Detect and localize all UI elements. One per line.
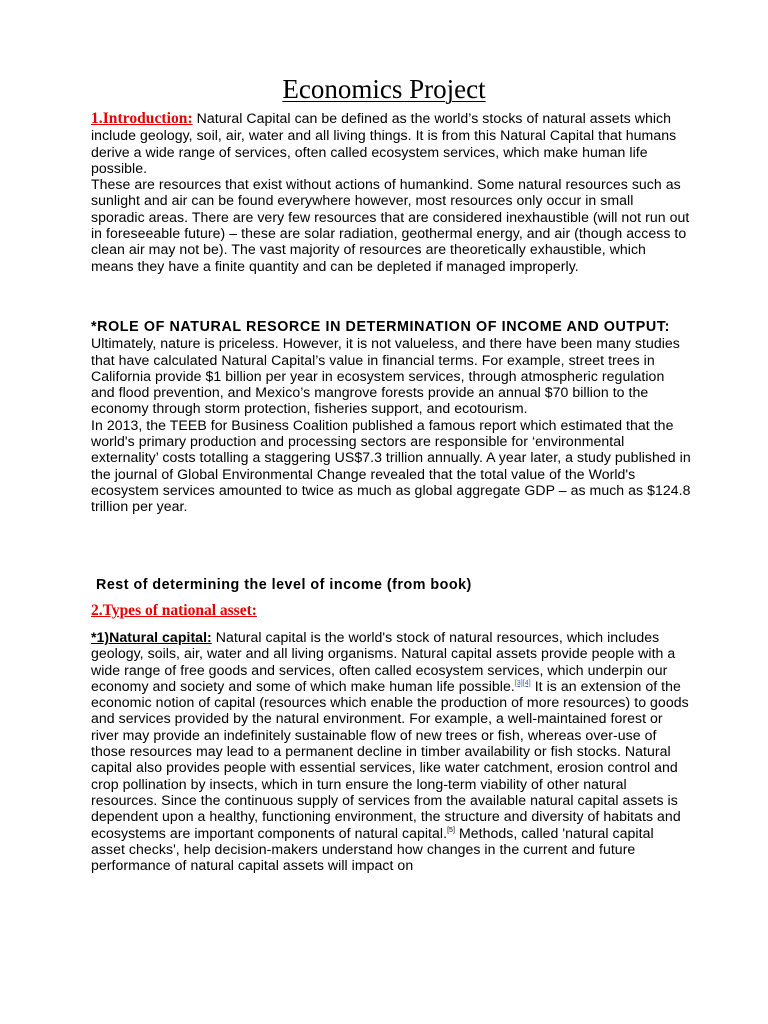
natural-capital-text-a: Natural capital is the world's stock of natural resources, which includes geology, soils, air, water and all living organisms. Natural capital assets provide people with a wide range of free goods and services, often called ecosystem services, which underpin our economy and society and some of which make human life possible. <box>91 629 676 694</box>
introduction-paragraph <box>91 110 691 274</box>
citation-3-4[interactable]: [3][4] <box>514 679 531 687</box>
types-heading: 2.Types of national asset: <box>91 602 257 619</box>
natural-capital-text-c: Methods, called 'natural capital asset checks', help decision-makers understand how changes in the current and future performance of natural capital assets will impact on <box>91 824 654 874</box>
role-heading: *ROLE OF NATURAL RESORCE IN DETERMINATION OF INCOME AND OUTPUT: <box>91 319 670 335</box>
citation-5[interactable]: [5] <box>447 826 455 834</box>
natural-capital-text-b: It is an extension of the economic notion of capital (resources which enable the production of more resources) to goods and services provided by the natural environment. For example, a well-maintained forest or river may provide an indefinitely sustainable flow of new trees or fish, whereas over-use of those resources may lead to a permanent decline in timber availability or fish stocks. Natural capital also provides people with essential services, like water catchment, erosion control and crop pollination by insects, which in turn ensure the long-term viability of other natural resources. Since the continuous supply of services from the available natural capital assets is dependent upon a healthy, functioning environment, the structure and diversity of habitats and ecosystems are important components of natural capital. <box>91 677 689 841</box>
introduction-text-2: These are resources that exist without actions of humankind. Some natural resources such as sunlight and air can be found everywhere however, most resources only occur in small sporadic areas. There are very few resources that are considered inexhaustible (will not run out in foreseeable future) – these are solar radiation, geothermal energy, and air (though access to clean air may not be). The vast majority of resources are theoretically exhaustible, which means they have a finite quantity and can be depleted if managed improperly. <box>91 176 690 274</box>
document-title: Economics Project <box>282 74 486 104</box>
role-text-1: Ultimately, nature is priceless. However, it is not valueless, and there have been many studies that have calculated Natural Capital’s value in financial terms. For example, street trees in California provide $1 billion per year in ecosystem services, through atmospheric regulation and flood prevention, and Mexico’s mangrove forests provide an annual $70 billion to the economy through storm protection, fisheries support, and ecotourism. <box>91 335 680 417</box>
role-section <box>91 318 691 515</box>
rest-of-income-note: Rest of determining the level of income (from book) <box>96 577 472 593</box>
natural-capital-section <box>91 629 691 873</box>
role-text-2: In 2013, the TEEB for Business Coalition published a famous report which estimated that the world's primary production and processing sectors are responsible for ‘environmental externality’ costs totalling a staggering US$7.3 trillion annually. A year later, a study published in the journal of Global Environmental Change revealed that the total value of the World's ecosystem services amounted to twice as much as global aggregate GDP – as much as $124.8 trillion per year. <box>91 416 691 515</box>
introduction-text-1: Natural Capital can be defined as the world’s stocks of natural assets which include geology, soil, air, water and all living things. It is from this Natural Capital that humans derive a wide range of services, often called ecosystem services, which make human life possible. <box>91 110 677 176</box>
natural-capital-heading: *1)Natural capital: <box>91 629 212 645</box>
introduction-heading: 1.Introduction: <box>91 110 193 127</box>
